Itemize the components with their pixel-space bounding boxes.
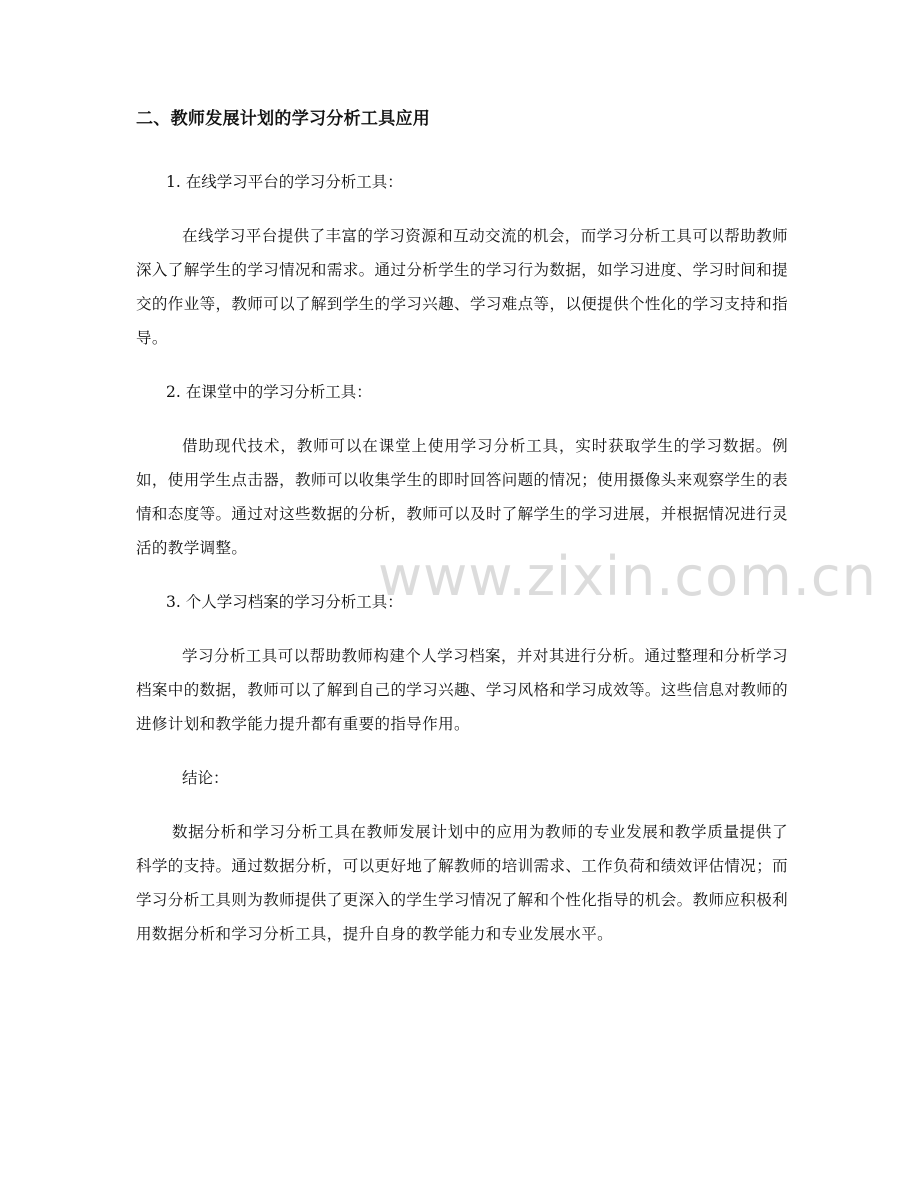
section-heading: 二、教师发展计划的学习分析工具应用 bbox=[136, 109, 431, 129]
subsection-title: 2. 在课堂中的学习分析工具： bbox=[166, 383, 372, 401]
paragraph: 借助现代技术，教师可以在课堂上使用学习分析工具，实时获取学生的学习数据。例如，使用学生点击器，教师可以收集学生的即时回答问题的情况；使用摄像头来观察学生的表情和态度等。通过对这些数据的分析，教师可以及时了解学生的学习进展，并根据情况进行灵活的教学调整。 bbox=[136, 437, 788, 557]
conclusion-label: 结论： bbox=[182, 769, 229, 787]
paragraph: 学习分析工具可以帮助教师构建个人学习档案，并对其进行分析。通过整理和分析学习档案中的数据，教师可以了解到自己的学习兴趣、学习风格和学习成效等。这些信息对教师的进修计划和教学能力提升都有重要的指导作用。 bbox=[136, 647, 788, 733]
conclusion-paragraph: 数据分析和学习分析工具在教师发展计划中的应用为教师的专业发展和教学质量提供了科学的支持。通过数据分析，可以更好地了解教师的培训需求、工作负荷和绩效评估情况；而学习分析工具则为教师提供了更深入的学生学习情况了解和个性化指导的机会。教师应积极利用数据分析和学习分析工具，提升自身的教学能力和专业发展水平。 bbox=[136, 823, 788, 943]
watermark: www.zixin.com.cn bbox=[378, 545, 877, 608]
document-body bbox=[136, 104, 788, 951]
subsection-title: 3. 个人学习档案的学习分析工具： bbox=[166, 593, 403, 611]
subsection-title: 1. 在线学习平台的学习分析工具： bbox=[166, 173, 403, 191]
paragraph: 在线学习平台提供了丰富的学习资源和互动交流的机会，而学习分析工具可以帮助教师深入了解学生的学习情况和需求。通过分析学生的学习行为数据，如学习进度、学习时间和提交的作业等，教师可以了解到学生的学习兴趣、学习难点等，以便提供个性化的学习支持和指导。 bbox=[136, 227, 788, 347]
